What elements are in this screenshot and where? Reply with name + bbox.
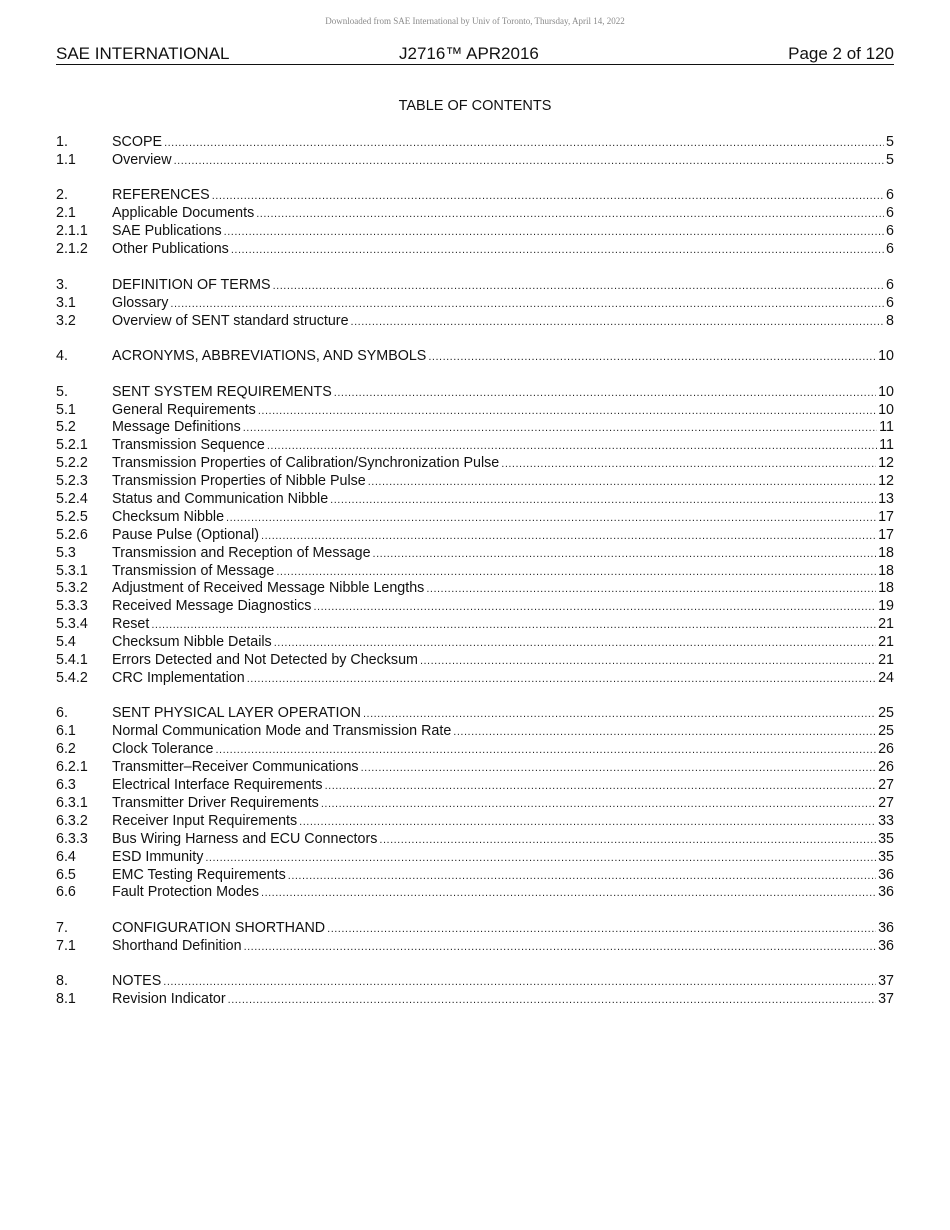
toc-entry-title: Fault Protection Modes bbox=[112, 884, 260, 901]
toc-entry-number: 2.1 bbox=[56, 205, 76, 222]
toc-entry-number: 5.2.4 bbox=[56, 491, 88, 507]
toc-entry-title: ACRONYMS, ABBREVIATIONS, AND SYMBOLS bbox=[112, 348, 427, 365]
toc-entry[interactable] bbox=[56, 455, 894, 473]
toc-entry-title: Overview of SENT standard structure bbox=[112, 312, 349, 329]
toc-entry-number: 5.2.3 bbox=[56, 473, 88, 490]
toc-dot-leader bbox=[261, 885, 876, 903]
toc-entry-number: 6.3.1 bbox=[56, 794, 88, 811]
toc-section-group bbox=[56, 973, 894, 1009]
toc-entry-number: 5.2.1 bbox=[56, 437, 88, 454]
toc-entry-page: 17 bbox=[878, 508, 894, 525]
toc-entry-page: 27 bbox=[878, 794, 894, 811]
toc-entry[interactable] bbox=[56, 241, 894, 259]
toc-entry[interactable] bbox=[56, 652, 894, 670]
toc-entry[interactable] bbox=[56, 616, 894, 634]
toc-entry-page: 11 bbox=[879, 419, 894, 436]
header-page-number: Page 2 of 120 bbox=[788, 44, 894, 63]
toc-entry[interactable] bbox=[56, 920, 894, 938]
toc-entry[interactable] bbox=[56, 849, 894, 867]
toc-entry-title: Transmitter Driver Requirements bbox=[112, 794, 319, 811]
toc-entry-number: 6.3.2 bbox=[56, 812, 88, 829]
toc-section-group bbox=[56, 384, 894, 688]
toc-dot-leader bbox=[274, 635, 876, 653]
toc-dot-leader bbox=[273, 278, 884, 296]
toc-entry-title: SENT PHYSICAL LAYER OPERATION bbox=[112, 705, 361, 722]
toc-entry[interactable] bbox=[56, 670, 894, 688]
toc-entry-page: 36 bbox=[878, 866, 894, 883]
toc-entry-title: Revision Indicator bbox=[112, 991, 226, 1008]
toc-entry-number: 6.1 bbox=[56, 723, 76, 740]
toc-dot-leader bbox=[379, 832, 876, 850]
toc-dot-leader bbox=[420, 653, 876, 671]
toc-entry-title: SCOPE bbox=[112, 134, 163, 150]
toc-entry-number: 6.3 bbox=[56, 777, 76, 794]
toc-entry[interactable] bbox=[56, 938, 894, 956]
toc-entry[interactable] bbox=[56, 545, 894, 563]
toc-dot-leader bbox=[258, 403, 876, 421]
toc-entry-number: 5.4 bbox=[56, 634, 76, 651]
toc-entry-page: 19 bbox=[878, 598, 894, 615]
toc-entry-page: 37 bbox=[878, 973, 894, 990]
toc-entry[interactable] bbox=[56, 277, 894, 295]
toc-entry-number: 3. bbox=[56, 276, 68, 293]
toc-entry-page: 13 bbox=[878, 491, 894, 507]
toc-entry-number: 5.2 bbox=[56, 419, 76, 436]
toc-entry-title: Shorthand Definition bbox=[112, 937, 242, 954]
toc-dot-leader bbox=[174, 153, 884, 171]
toc-entry[interactable] bbox=[56, 867, 894, 885]
toc-entry-number: 2. bbox=[56, 187, 68, 204]
toc-entry-page: 6 bbox=[886, 205, 894, 222]
toc-entry[interactable] bbox=[56, 205, 894, 223]
toc-entry[interactable] bbox=[56, 598, 894, 616]
toc-entry[interactable] bbox=[56, 384, 894, 402]
toc-entry[interactable] bbox=[56, 580, 894, 598]
toc-entry-page: 8 bbox=[886, 312, 894, 329]
toc-dot-leader bbox=[363, 706, 876, 724]
toc-entry-number: 1. bbox=[56, 134, 68, 150]
toc-heading: TABLE OF CONTENTS bbox=[398, 98, 552, 114]
toc-entry[interactable] bbox=[56, 402, 894, 420]
toc-entry[interactable] bbox=[56, 563, 894, 581]
toc-entry[interactable] bbox=[56, 152, 894, 170]
toc-entry-title: Message Definitions bbox=[112, 419, 241, 436]
toc-entry[interactable] bbox=[56, 491, 894, 509]
toc-entry-title: Transmission Sequence bbox=[112, 437, 265, 454]
toc-section-group bbox=[56, 187, 894, 259]
toc-entry-page: 17 bbox=[878, 526, 894, 543]
toc-entry[interactable] bbox=[56, 509, 894, 527]
toc-entry-number: 5.2.2 bbox=[56, 455, 88, 472]
toc-entry-title: Applicable Documents bbox=[112, 205, 255, 222]
toc-dot-leader bbox=[327, 921, 876, 939]
toc-entry-page: 21 bbox=[878, 634, 894, 651]
toc-dot-leader bbox=[299, 814, 876, 832]
toc-entry-title: Adjustment of Received Message Nibble Lengths bbox=[112, 580, 425, 597]
toc-entry-number: 5.2.6 bbox=[56, 526, 88, 543]
toc-dot-leader bbox=[256, 206, 884, 224]
toc-section-group bbox=[56, 277, 894, 331]
toc-entry-number: 6.5 bbox=[56, 866, 76, 883]
toc-entry-number: 2.1.2 bbox=[56, 241, 88, 258]
toc-dot-leader bbox=[261, 528, 876, 546]
toc-dot-leader bbox=[373, 546, 877, 564]
toc-entry-page: 35 bbox=[878, 830, 894, 847]
toc-entry-page: 25 bbox=[878, 723, 894, 740]
toc-entry-page: 24 bbox=[878, 669, 894, 686]
toc-entry-page: 6 bbox=[886, 294, 894, 311]
toc-entry-title: EMC Testing Requirements bbox=[112, 866, 286, 883]
toc-dot-leader bbox=[501, 456, 876, 474]
toc-section-group bbox=[56, 705, 894, 902]
toc-entry-number: 6.3.3 bbox=[56, 830, 88, 847]
toc-entry-title: Pause Pulse (Optional) bbox=[112, 526, 260, 543]
toc-entry-title: Transmitter–Receiver Communications bbox=[112, 759, 359, 776]
toc-entry-page: 6 bbox=[886, 276, 894, 293]
toc-entry-number: 5.3 bbox=[56, 544, 76, 561]
toc-entry-page: 35 bbox=[878, 848, 894, 865]
toc-entry[interactable] bbox=[56, 187, 894, 205]
toc-dot-leader bbox=[288, 868, 876, 886]
toc-entry-title: Normal Communication Mode and Transmission Rate bbox=[112, 723, 452, 740]
toc-dot-leader bbox=[313, 599, 876, 617]
toc-entry-number: 6.4 bbox=[56, 848, 76, 865]
toc-entry[interactable] bbox=[56, 723, 894, 741]
toc-dot-leader bbox=[453, 724, 876, 742]
toc-entry-number: 5.3.3 bbox=[56, 598, 88, 615]
toc-entry-title: SAE Publications bbox=[112, 223, 222, 240]
toc-entry-page: 10 bbox=[878, 383, 894, 400]
toc-entry[interactable] bbox=[56, 795, 894, 813]
toc-entry-title: Receiver Input Requirements bbox=[112, 812, 298, 829]
toc-entry-page: 12 bbox=[878, 473, 894, 490]
toc-dot-leader bbox=[205, 850, 876, 868]
toc-entry-title: CRC Implementation bbox=[112, 669, 245, 686]
toc-entry-page: 18 bbox=[878, 562, 894, 579]
toc-dot-leader bbox=[428, 349, 876, 367]
toc-entry-number: 5.4.2 bbox=[56, 669, 88, 686]
toc-dot-leader bbox=[226, 510, 876, 528]
toc-entry[interactable] bbox=[56, 348, 894, 366]
toc-dot-leader bbox=[276, 564, 876, 582]
toc-dot-leader bbox=[247, 671, 876, 689]
toc-entry-title: Transmission Properties of Nibble Pulse bbox=[112, 473, 366, 490]
toc-dot-leader bbox=[330, 492, 876, 510]
toc-entry-page: 6 bbox=[886, 187, 894, 204]
toc-entry-number: 7.1 bbox=[56, 937, 76, 954]
toc-entry-page: 10 bbox=[878, 348, 894, 365]
table-of-contents bbox=[56, 134, 894, 1027]
download-watermark: Downloaded from SAE International by Univ of Toronto, Thursday, April 14, 2022 bbox=[325, 16, 625, 26]
toc-entry-number: 5.2.5 bbox=[56, 508, 88, 525]
toc-entry-title: DEFINITION OF TERMS bbox=[112, 276, 271, 293]
toc-entry-title: Errors Detected and Not Detected by Checksum bbox=[112, 652, 418, 669]
toc-entry-page: 5 bbox=[886, 151, 894, 168]
toc-entry-title: Transmission Properties of Calibration/Synchronization Pulse bbox=[112, 455, 500, 472]
toc-entry-title: CONFIGURATION SHORTHAND bbox=[112, 919, 326, 936]
toc-dot-leader bbox=[243, 420, 877, 438]
toc-entry-page: 25 bbox=[878, 705, 894, 722]
toc-entry[interactable] bbox=[56, 313, 894, 331]
toc-entry-title: Status and Communication Nibble bbox=[112, 491, 329, 507]
toc-entry-title: Received Message Diagnostics bbox=[112, 598, 312, 615]
toc-entry-number: 5.3.4 bbox=[56, 616, 88, 633]
toc-entry-title: Checksum Nibble bbox=[112, 508, 225, 525]
toc-entry-title: ESD Immunity bbox=[112, 848, 204, 865]
toc-entry-title: Transmission and Reception of Message bbox=[112, 544, 371, 561]
toc-entry[interactable] bbox=[56, 634, 894, 652]
toc-entry[interactable] bbox=[56, 223, 894, 241]
toc-dot-leader bbox=[321, 796, 876, 814]
toc-entry[interactable] bbox=[56, 884, 894, 902]
toc-entry-number: 3.1 bbox=[56, 294, 76, 311]
toc-entry-page: 11 bbox=[879, 437, 894, 454]
toc-entry-page: 6 bbox=[886, 223, 894, 240]
toc-entry[interactable] bbox=[56, 437, 894, 455]
toc-entry[interactable] bbox=[56, 295, 894, 313]
toc-entry-number: 1.1 bbox=[56, 151, 76, 168]
toc-entry-title: Bus Wiring Harness and ECU Connectors bbox=[112, 830, 378, 847]
toc-section-group bbox=[56, 134, 894, 170]
toc-entry-number: 6.6 bbox=[56, 884, 76, 901]
toc-dot-leader bbox=[426, 581, 876, 599]
toc-dot-leader bbox=[224, 224, 884, 242]
toc-entry-page: 12 bbox=[878, 455, 894, 472]
toc-entry[interactable] bbox=[56, 527, 894, 545]
toc-entry-number: 3.2 bbox=[56, 312, 76, 329]
toc-entry[interactable] bbox=[56, 813, 894, 831]
toc-dot-leader bbox=[163, 974, 876, 992]
toc-entry-page: 33 bbox=[878, 812, 894, 829]
toc-entry-title: Reset bbox=[112, 616, 150, 633]
toc-entry[interactable] bbox=[56, 741, 894, 759]
toc-entry-page: 21 bbox=[878, 616, 894, 633]
toc-entry[interactable] bbox=[56, 777, 894, 795]
toc-entry-title: Checksum Nibble Details bbox=[112, 634, 272, 651]
toc-dot-leader bbox=[361, 760, 877, 778]
toc-dot-leader bbox=[228, 992, 876, 1010]
toc-entry[interactable] bbox=[56, 419, 894, 437]
toc-entry-page: 6 bbox=[886, 241, 894, 258]
toc-entry[interactable] bbox=[56, 831, 894, 849]
toc-dot-leader bbox=[325, 778, 877, 796]
toc-entry-number: 5.3.2 bbox=[56, 580, 88, 597]
toc-entry[interactable] bbox=[56, 473, 894, 491]
toc-entry-number: 5.3.1 bbox=[56, 562, 88, 579]
toc-entry-title: Clock Tolerance bbox=[112, 741, 214, 758]
header-doc-id: J2716™ APR2016 bbox=[399, 44, 539, 63]
toc-dot-leader bbox=[267, 438, 877, 456]
toc-entry[interactable] bbox=[56, 134, 894, 152]
toc-entry-page: 18 bbox=[878, 544, 894, 561]
toc-dot-leader bbox=[164, 135, 884, 153]
toc-dot-leader bbox=[231, 242, 884, 260]
toc-entry-title: NOTES bbox=[112, 973, 162, 990]
toc-entry-page: 26 bbox=[878, 741, 894, 758]
toc-entry-title: Glossary bbox=[112, 294, 169, 311]
toc-entry-number: 5.1 bbox=[56, 401, 76, 418]
toc-dot-leader bbox=[368, 474, 876, 492]
toc-entry-page: 37 bbox=[878, 991, 894, 1008]
toc-entry-number: 8. bbox=[56, 973, 68, 990]
toc-dot-leader bbox=[170, 296, 884, 314]
toc-entry-title: SENT SYSTEM REQUIREMENTS bbox=[112, 383, 332, 400]
toc-section-group bbox=[56, 348, 894, 366]
toc-entry[interactable] bbox=[56, 973, 894, 991]
toc-dot-leader bbox=[334, 385, 876, 403]
toc-entry-number: 2.1.1 bbox=[56, 223, 88, 240]
page-header bbox=[56, 44, 894, 65]
toc-dot-leader bbox=[215, 742, 876, 760]
toc-entry-number: 4. bbox=[56, 348, 68, 365]
toc-entry[interactable] bbox=[56, 991, 894, 1009]
toc-entry-number: 6.2 bbox=[56, 741, 76, 758]
toc-entry-page: 26 bbox=[878, 759, 894, 776]
toc-entry-title: Other Publications bbox=[112, 241, 229, 258]
toc-entry-page: 18 bbox=[878, 580, 894, 597]
toc-entry-page: 5 bbox=[886, 134, 894, 150]
toc-entry-number: 6.2.1 bbox=[56, 759, 88, 776]
toc-entry-title: General Requirements bbox=[112, 401, 256, 418]
toc-entry-page: 21 bbox=[878, 652, 894, 669]
toc-entry-page: 36 bbox=[878, 919, 894, 936]
toc-dot-leader bbox=[212, 188, 884, 206]
toc-entry[interactable] bbox=[56, 759, 894, 777]
toc-entry-title: Electrical Interface Requirements bbox=[112, 777, 323, 794]
header-org: SAE INTERNATIONAL bbox=[56, 44, 230, 63]
toc-entry-title: Overview bbox=[112, 151, 172, 168]
toc-section-group bbox=[56, 920, 894, 956]
toc-entry-page: 27 bbox=[878, 777, 894, 794]
toc-entry-page: 36 bbox=[878, 884, 894, 901]
toc-dot-leader bbox=[244, 939, 877, 957]
toc-entry-number: 5.4.1 bbox=[56, 652, 88, 669]
toc-entry-number: 8.1 bbox=[56, 991, 76, 1008]
toc-dot-leader bbox=[351, 314, 885, 332]
toc-entry-number: 7. bbox=[56, 919, 68, 936]
toc-entry-title: Transmission of Message bbox=[112, 562, 275, 579]
toc-entry[interactable] bbox=[56, 705, 894, 723]
toc-entry-number: 5. bbox=[56, 383, 68, 400]
toc-entry-title: REFERENCES bbox=[112, 187, 210, 204]
toc-entry-page: 10 bbox=[878, 401, 894, 418]
toc-dot-leader bbox=[151, 617, 876, 635]
toc-entry-page: 36 bbox=[878, 937, 894, 954]
toc-entry-number: 6. bbox=[56, 705, 68, 722]
